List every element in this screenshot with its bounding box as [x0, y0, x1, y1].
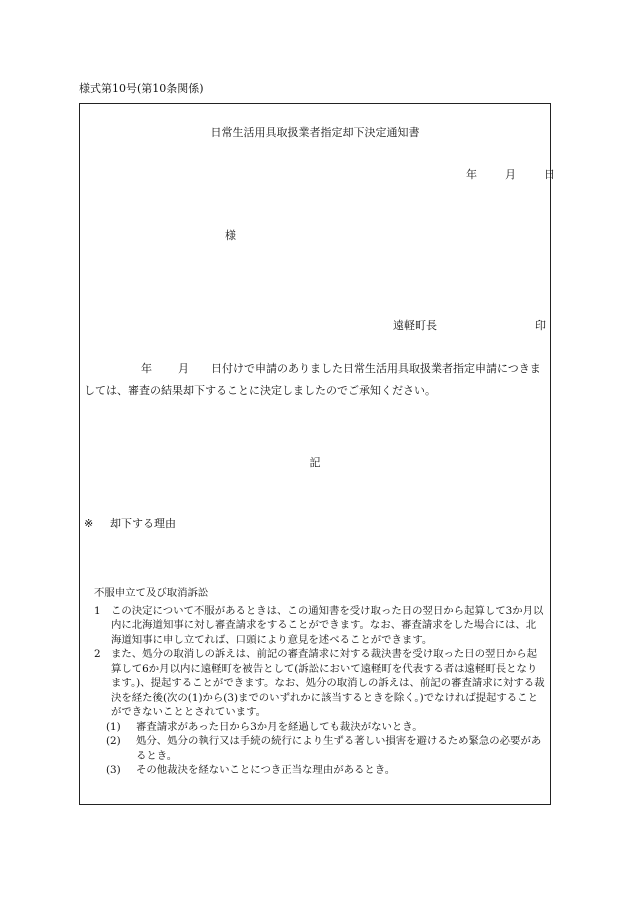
- notice-item-2: [94, 647, 546, 720]
- notice-form-frame: [79, 103, 555, 805]
- notice-subitem-text: 処分、処分の執行又は手続の続行により生ずる著しい損害を避けるため緊急の必要があるとき。: [136, 735, 542, 762]
- appeal-notice: [94, 586, 546, 778]
- body-paragraph: [84, 358, 546, 402]
- notice-subitem-2: [94, 734, 546, 763]
- notice-subitem-text: その他裁決を経ないことにつき正当な理由があるとき。: [136, 764, 396, 776]
- document-title: 日常生活用具取扱業者指定却下決定通知書: [210, 126, 420, 139]
- sender-name: 遠軽町長: [393, 319, 437, 332]
- seal-mark: 印: [535, 319, 546, 332]
- body-year-label: 年: [141, 362, 152, 375]
- form-number-label: 様式第10号(第10条関係): [79, 82, 204, 95]
- notice-item-number: 2: [94, 648, 101, 660]
- notice-item-1: [94, 604, 546, 648]
- date-year-label: 年: [466, 168, 477, 181]
- date-month-label: 月: [505, 168, 516, 181]
- date-day-label: 日: [544, 168, 555, 181]
- notice-item-number: 1: [94, 604, 101, 617]
- notice-subitem-number: (2): [106, 735, 121, 747]
- reason-label-text: 却下する理由: [110, 517, 176, 530]
- notice-subitem-number: (3): [106, 764, 121, 776]
- notice-subitem-number: (1): [106, 720, 121, 733]
- body-text: 日付けで申請のありました日常生活用具取扱業者指定申請につきましては、審査の結果却下することに決定しましたのでご承知ください。: [84, 362, 541, 397]
- addressee-suffix: 様: [225, 229, 236, 242]
- reference-mark: ※: [84, 517, 94, 530]
- notice-item-text: この決定について不服があるときは、この通知書を受け取った日の翌日から起算して3か月以内に北海道知事に対し審査請求をすることができます。なお、審査請求をした場合には、北海道知事に申し立てれば、口頭により意見を述べることができます。: [111, 604, 544, 646]
- ki-heading: 記: [309, 456, 321, 469]
- appeal-notice-heading: 不服申立て及び取消訴訟: [94, 587, 209, 599]
- body-month-label: 月: [178, 362, 189, 375]
- notice-subitem-3: [94, 763, 546, 778]
- date-line: [466, 166, 555, 182]
- rejection-reason-label: [84, 515, 176, 531]
- notice-subitem-1: [94, 720, 546, 735]
- notice-item-text: また、処分の取消しの訴えは、前記の審査請求に対する裁決書を受け取った日の翌日から起算して6か月以内に遠軽町を被告として(訴訟において遠軽町を代表する者は遠軽町長となります。)、提起することができます。なお、処分の取消しの訴えは、前記の審査請求に対する裁決を経た後(次の(1)から(3)までのいずれかに該当するときを除く。)でなければ提起することができないこととされています。: [111, 648, 545, 718]
- notice-subitem-text: 審査請求があった日から3か月を経過しても裁決がないとき。: [136, 720, 423, 733]
